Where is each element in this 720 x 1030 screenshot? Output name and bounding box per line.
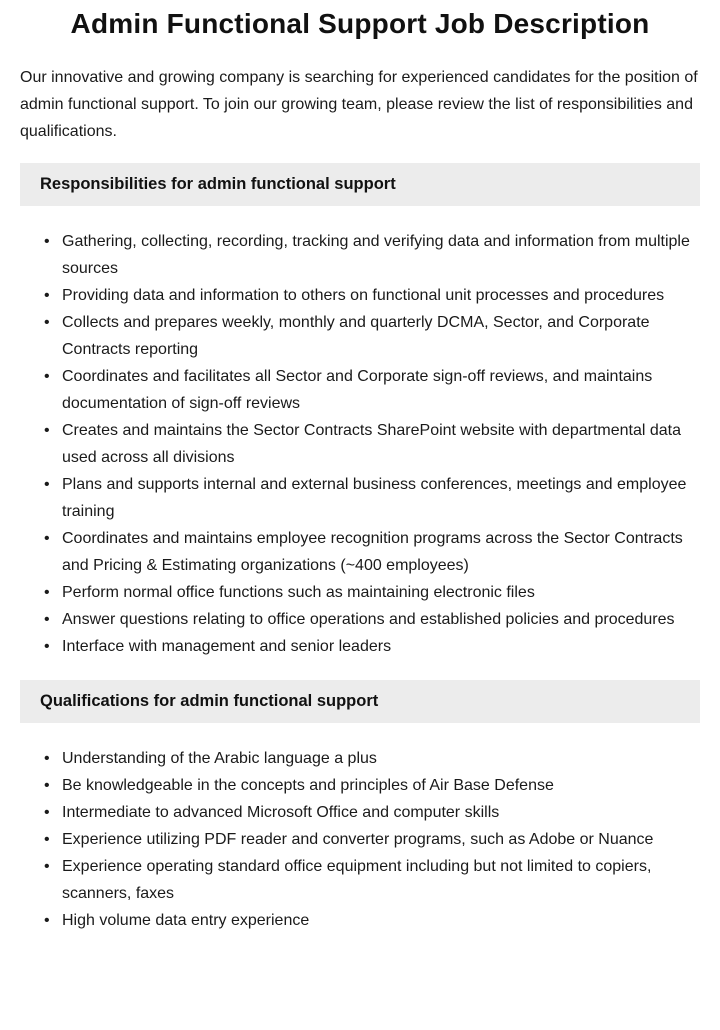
- responsibilities-section-header: Responsibilities for admin functional support: [20, 163, 700, 206]
- list-item: • Creates and maintains the Sector Contracts SharePoint website with departmental data used across all divisions: [20, 417, 700, 471]
- list-item: • Understanding of the Arabic language a plus: [20, 745, 700, 772]
- page-title: Admin Functional Support Job Description: [70, 8, 650, 39]
- list-item: • Plans and supports internal and external business conferences, meetings and employee training: [20, 471, 700, 525]
- list-item: • Experience operating standard office equipment including but not limited to copiers, scanners, faxes: [20, 853, 700, 907]
- intro-paragraph: Our innovative and growing company is searching for experienced candidates for the position of admin functional support. To join our growing team, please review the list of responsibilities and qualifications.: [20, 69, 698, 140]
- list-item: • Collects and prepares weekly, monthly and quarterly DCMA, Sector, and Corporate Contracts reporting: [20, 309, 700, 363]
- list-item: • Interface with management and senior leaders: [20, 633, 700, 660]
- list-item: • Experience utilizing PDF reader and converter programs, such as Adobe or Nuance: [20, 826, 700, 853]
- list-item: • High volume data entry experience: [20, 907, 700, 934]
- list-item: • Intermediate to advanced Microsoft Office and computer skills: [20, 799, 700, 826]
- list-item: • Coordinates and maintains employee recognition programs across the Sector Contracts and Pricing & Estimating organizations (~400 employees): [20, 525, 700, 579]
- responsibilities-list: [20, 220, 700, 670]
- list-item: • Providing data and information to others on functional unit processes and procedures: [20, 282, 700, 309]
- qualifications-list: [20, 737, 700, 944]
- list-item: • Be knowledgeable in the concepts and principles of Air Base Defense: [20, 772, 700, 799]
- list-item: • Perform normal office functions such as maintaining electronic files: [20, 579, 700, 606]
- list-item: • Answer questions relating to office operations and established policies and procedures: [20, 606, 700, 633]
- list-item: • Coordinates and facilitates all Sector and Corporate sign-off reviews, and maintains documentation of sign-off reviews: [20, 363, 700, 417]
- list-item: • Gathering, collecting, recording, tracking and verifying data and information from multiple sources: [20, 228, 700, 282]
- qualifications-section-header: Qualifications for admin functional support: [20, 680, 700, 723]
